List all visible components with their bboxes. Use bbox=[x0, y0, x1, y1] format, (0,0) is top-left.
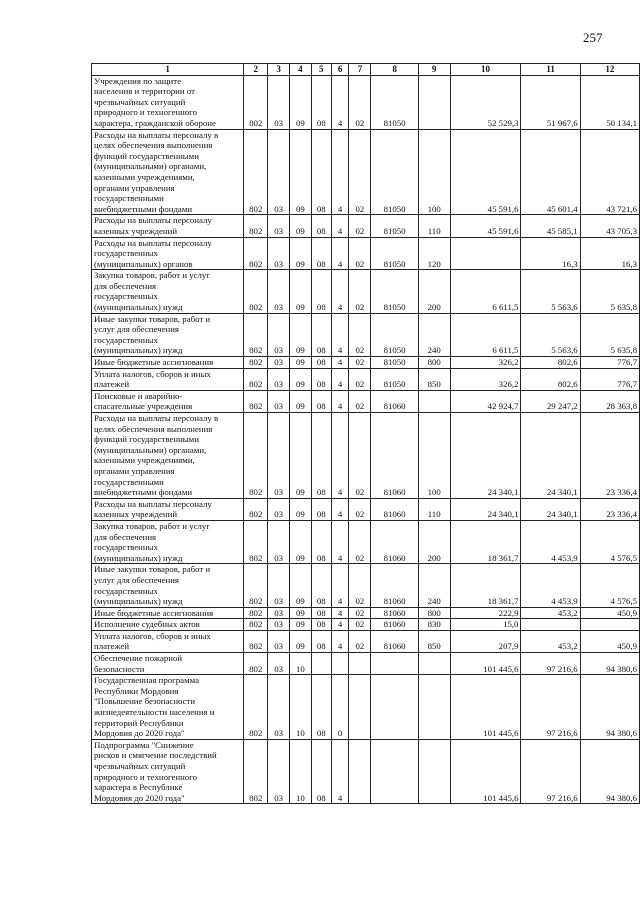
row-name-cell: Уплата налогов, сборов и иных платежей bbox=[92, 630, 244, 652]
cell-col-5: 08 bbox=[311, 129, 331, 215]
table-row bbox=[92, 498, 640, 520]
cell-col-4: 09 bbox=[290, 413, 312, 499]
cell-col-12: 94 380,6 bbox=[580, 675, 639, 740]
cell-col-7: 02 bbox=[349, 619, 371, 631]
cell-col-11: 24 340,1 bbox=[521, 413, 580, 499]
cell-col-2: 802 bbox=[244, 653, 268, 675]
column-header-11: 11 bbox=[521, 64, 580, 76]
column-header-9: 9 bbox=[418, 64, 450, 76]
cell-col-3: 03 bbox=[268, 270, 290, 313]
cell-col-6 bbox=[331, 653, 349, 675]
cell-col-8: 81060 bbox=[371, 564, 419, 607]
cell-col-8: 81050 bbox=[371, 75, 419, 129]
cell-col-7: 02 bbox=[349, 520, 371, 563]
cell-col-8: 81060 bbox=[371, 413, 419, 499]
cell-col-9: 200 bbox=[418, 520, 450, 563]
table-row bbox=[92, 413, 640, 499]
cell-col-12: 43 721,6 bbox=[580, 129, 639, 215]
cell-col-6: 4 bbox=[331, 368, 349, 390]
cell-col-2: 802 bbox=[244, 357, 268, 369]
cell-col-2: 802 bbox=[244, 368, 268, 390]
cell-col-5: 08 bbox=[311, 270, 331, 313]
cell-col-7: 02 bbox=[349, 75, 371, 129]
cell-col-4: 09 bbox=[290, 237, 312, 270]
cell-col-8: 81050 bbox=[371, 129, 419, 215]
cell-col-9: 850 bbox=[418, 630, 450, 652]
cell-col-6: 4 bbox=[331, 498, 349, 520]
cell-col-7: 02 bbox=[349, 215, 371, 237]
table-row bbox=[92, 368, 640, 390]
cell-col-4: 10 bbox=[290, 675, 312, 740]
table-row bbox=[92, 215, 640, 237]
cell-col-4: 10 bbox=[290, 739, 312, 804]
cell-col-7 bbox=[349, 739, 371, 804]
cell-col-10: 18 361,7 bbox=[450, 520, 521, 563]
cell-col-5: 08 bbox=[311, 237, 331, 270]
cell-col-11: 97 216,6 bbox=[521, 675, 580, 740]
cell-col-9: 110 bbox=[418, 215, 450, 237]
cell-col-8 bbox=[371, 653, 419, 675]
cell-col-9: 120 bbox=[418, 237, 450, 270]
page-number: 257 bbox=[583, 30, 603, 45]
cell-col-5: 08 bbox=[311, 520, 331, 563]
cell-col-11: 802,6 bbox=[521, 368, 580, 390]
cell-col-5: 08 bbox=[311, 739, 331, 804]
cell-col-9: 240 bbox=[418, 313, 450, 356]
cell-col-10: 24 340,1 bbox=[450, 413, 521, 499]
cell-col-3: 03 bbox=[268, 129, 290, 215]
row-name-cell: Уплата налогов, сборов и иных платежей bbox=[92, 368, 244, 390]
header-row bbox=[92, 64, 640, 76]
cell-col-6: 4 bbox=[331, 630, 349, 652]
cell-col-10: 101 445,6 bbox=[450, 653, 521, 675]
cell-col-11: 45 585,1 bbox=[521, 215, 580, 237]
budget-table bbox=[91, 63, 640, 804]
column-header-4: 4 bbox=[290, 64, 312, 76]
cell-col-8: 81060 bbox=[371, 619, 419, 631]
column-header-8: 8 bbox=[371, 64, 419, 76]
cell-col-8 bbox=[371, 675, 419, 740]
cell-col-3: 03 bbox=[268, 368, 290, 390]
cell-col-12: 5 635,8 bbox=[580, 270, 639, 313]
cell-col-11: 453,2 bbox=[521, 607, 580, 619]
cell-col-7: 02 bbox=[349, 129, 371, 215]
table-body bbox=[92, 75, 640, 804]
cell-col-9: 200 bbox=[418, 270, 450, 313]
row-name-cell: Расходы на выплаты персоналу казенных учреждений bbox=[92, 498, 244, 520]
cell-col-3: 03 bbox=[268, 564, 290, 607]
cell-col-5: 08 bbox=[311, 413, 331, 499]
cell-col-7 bbox=[349, 653, 371, 675]
row-name-cell: Закупка товаров, работ и услуг для обеспечения государственных (муниципальных) нужд bbox=[92, 270, 244, 313]
cell-col-4: 09 bbox=[290, 75, 312, 129]
row-name-cell: Обеспечение пожарной безопасности bbox=[92, 653, 244, 675]
cell-col-10: 45 591,6 bbox=[450, 129, 521, 215]
cell-col-12 bbox=[580, 619, 639, 631]
table-row bbox=[92, 739, 640, 804]
cell-col-2: 802 bbox=[244, 564, 268, 607]
cell-col-12: 94 380,6 bbox=[580, 653, 639, 675]
cell-col-12: 23 336,4 bbox=[580, 498, 639, 520]
cell-col-2: 802 bbox=[244, 75, 268, 129]
cell-col-2: 802 bbox=[244, 237, 268, 270]
cell-col-11: 45 601,4 bbox=[521, 129, 580, 215]
column-header-10: 10 bbox=[450, 64, 521, 76]
cell-col-5: 08 bbox=[311, 390, 331, 412]
cell-col-5: 08 bbox=[311, 619, 331, 631]
cell-col-8: 81050 bbox=[371, 357, 419, 369]
cell-col-11: 29 247,2 bbox=[521, 390, 580, 412]
row-name-cell: Учреждения по защите населения и территории от чрезвычайных ситуаций природного и техногенного характера, гражданской обороне bbox=[92, 75, 244, 129]
cell-col-10: 6 611,5 bbox=[450, 270, 521, 313]
cell-col-12: 23 336,4 bbox=[580, 413, 639, 499]
cell-col-4: 09 bbox=[290, 357, 312, 369]
cell-col-12: 776,7 bbox=[580, 357, 639, 369]
row-name-cell: Иные бюджетные ассигнования bbox=[92, 607, 244, 619]
cell-col-11: 97 216,6 bbox=[521, 739, 580, 804]
cell-col-8: 81060 bbox=[371, 498, 419, 520]
cell-col-4: 09 bbox=[290, 607, 312, 619]
cell-col-5: 08 bbox=[311, 564, 331, 607]
table-row bbox=[92, 619, 640, 631]
cell-col-6: 4 bbox=[331, 237, 349, 270]
table-row bbox=[92, 630, 640, 652]
cell-col-7: 02 bbox=[349, 357, 371, 369]
row-name-cell: Иные закупки товаров, работ и услуг для обеспечения государственных (муниципальных) нужд bbox=[92, 313, 244, 356]
cell-col-5: 08 bbox=[311, 675, 331, 740]
cell-col-2: 802 bbox=[244, 739, 268, 804]
cell-col-12: 43 705,3 bbox=[580, 215, 639, 237]
table-row bbox=[92, 564, 640, 607]
cell-col-8: 81060 bbox=[371, 607, 419, 619]
cell-col-12: 16,3 bbox=[580, 237, 639, 270]
cell-col-6: 4 bbox=[331, 520, 349, 563]
cell-col-12: 776,7 bbox=[580, 368, 639, 390]
cell-col-5: 08 bbox=[311, 498, 331, 520]
cell-col-6: 4 bbox=[331, 313, 349, 356]
row-name-cell: Расходы на выплаты персоналу в целях обеспечения выполнения функций государственными (муниципальными) органами, казенными учреждениями, органами управления государственными внебюджетными фондами bbox=[92, 413, 244, 499]
cell-col-4: 09 bbox=[290, 630, 312, 652]
cell-col-10 bbox=[450, 237, 521, 270]
cell-col-8: 81050 bbox=[371, 215, 419, 237]
cell-col-8: 81050 bbox=[371, 313, 419, 356]
cell-col-10: 101 445,6 bbox=[450, 675, 521, 740]
cell-col-3: 03 bbox=[268, 390, 290, 412]
row-name-cell: Иные бюджетные ассигнования bbox=[92, 357, 244, 369]
cell-col-4: 09 bbox=[290, 520, 312, 563]
cell-col-5: 08 bbox=[311, 215, 331, 237]
cell-col-9: 800 bbox=[418, 357, 450, 369]
cell-col-12: 450,9 bbox=[580, 630, 639, 652]
column-header-3: 3 bbox=[268, 64, 290, 76]
cell-col-5: 08 bbox=[311, 75, 331, 129]
table-row bbox=[92, 75, 640, 129]
table-row bbox=[92, 129, 640, 215]
column-header-2: 2 bbox=[244, 64, 268, 76]
cell-col-9: 100 bbox=[418, 413, 450, 499]
table-row bbox=[92, 237, 640, 270]
cell-col-3: 03 bbox=[268, 675, 290, 740]
cell-col-7: 02 bbox=[349, 237, 371, 270]
cell-col-9: 830 bbox=[418, 619, 450, 631]
cell-col-10: 15,0 bbox=[450, 619, 521, 631]
column-header-12: 12 bbox=[580, 64, 639, 76]
cell-col-12: 94 380,6 bbox=[580, 739, 639, 804]
cell-col-9 bbox=[418, 653, 450, 675]
cell-col-12: 28 363,8 bbox=[580, 390, 639, 412]
cell-col-2: 802 bbox=[244, 619, 268, 631]
cell-col-11: 4 453,9 bbox=[521, 564, 580, 607]
cell-col-4: 09 bbox=[290, 390, 312, 412]
cell-col-6: 4 bbox=[331, 215, 349, 237]
cell-col-12: 4 576,5 bbox=[580, 564, 639, 607]
cell-col-12: 4 576,5 bbox=[580, 520, 639, 563]
cell-col-3: 03 bbox=[268, 237, 290, 270]
cell-col-11: 5 563,6 bbox=[521, 313, 580, 356]
cell-col-2: 802 bbox=[244, 630, 268, 652]
cell-col-11: 5 563,6 bbox=[521, 270, 580, 313]
cell-col-4: 09 bbox=[290, 498, 312, 520]
cell-col-9: 110 bbox=[418, 498, 450, 520]
cell-col-7: 02 bbox=[349, 413, 371, 499]
cell-col-6: 4 bbox=[331, 413, 349, 499]
cell-col-12: 5 635,8 bbox=[580, 313, 639, 356]
cell-col-10: 6 611,5 bbox=[450, 313, 521, 356]
cell-col-8: 81060 bbox=[371, 520, 419, 563]
cell-col-10: 101 445,6 bbox=[450, 739, 521, 804]
row-name-cell: Расходы на выплаты персоналу казенных учреждений bbox=[92, 215, 244, 237]
cell-col-11: 453,2 bbox=[521, 630, 580, 652]
cell-col-9 bbox=[418, 75, 450, 129]
cell-col-10: 326,2 bbox=[450, 357, 521, 369]
cell-col-7: 02 bbox=[349, 368, 371, 390]
cell-col-3: 03 bbox=[268, 619, 290, 631]
cell-col-12: 450,9 bbox=[580, 607, 639, 619]
cell-col-11 bbox=[521, 619, 580, 631]
column-header-5: 5 bbox=[311, 64, 331, 76]
cell-col-6: 4 bbox=[331, 739, 349, 804]
cell-col-5: 08 bbox=[311, 630, 331, 652]
cell-col-10: 42 924,7 bbox=[450, 390, 521, 412]
cell-col-4: 09 bbox=[290, 313, 312, 356]
cell-col-2: 802 bbox=[244, 520, 268, 563]
column-header-7: 7 bbox=[349, 64, 371, 76]
cell-col-10: 18 361,7 bbox=[450, 564, 521, 607]
cell-col-6: 4 bbox=[331, 390, 349, 412]
cell-col-3: 03 bbox=[268, 75, 290, 129]
cell-col-9: 850 bbox=[418, 368, 450, 390]
cell-col-8: 81050 bbox=[371, 270, 419, 313]
cell-col-7 bbox=[349, 675, 371, 740]
cell-col-10: 24 340,1 bbox=[450, 498, 521, 520]
cell-col-8: 81050 bbox=[371, 368, 419, 390]
cell-col-9: 240 bbox=[418, 564, 450, 607]
cell-col-9 bbox=[418, 390, 450, 412]
cell-col-10: 45 591,6 bbox=[450, 215, 521, 237]
table-row bbox=[92, 653, 640, 675]
cell-col-3: 03 bbox=[268, 739, 290, 804]
cell-col-10: 207,9 bbox=[450, 630, 521, 652]
cell-col-6: 0 bbox=[331, 675, 349, 740]
cell-col-10: 222,9 bbox=[450, 607, 521, 619]
table-row bbox=[92, 270, 640, 313]
cell-col-2: 802 bbox=[244, 390, 268, 412]
cell-col-2: 802 bbox=[244, 607, 268, 619]
cell-col-2: 802 bbox=[244, 413, 268, 499]
cell-col-6: 4 bbox=[331, 357, 349, 369]
cell-col-4: 10 bbox=[290, 653, 312, 675]
cell-col-8 bbox=[371, 739, 419, 804]
cell-col-5: 08 bbox=[311, 357, 331, 369]
cell-col-3: 03 bbox=[268, 498, 290, 520]
cell-col-9: 800 bbox=[418, 607, 450, 619]
cell-col-4: 09 bbox=[290, 270, 312, 313]
cell-col-2: 802 bbox=[244, 313, 268, 356]
table-row bbox=[92, 390, 640, 412]
cell-col-11: 24 340,1 bbox=[521, 498, 580, 520]
cell-col-9: 100 bbox=[418, 129, 450, 215]
cell-col-4: 09 bbox=[290, 564, 312, 607]
cell-col-6: 4 bbox=[331, 129, 349, 215]
cell-col-2: 802 bbox=[244, 498, 268, 520]
cell-col-9 bbox=[418, 739, 450, 804]
column-header-1: 1 bbox=[92, 64, 244, 76]
table-row bbox=[92, 520, 640, 563]
table-row bbox=[92, 313, 640, 356]
cell-col-4: 09 bbox=[290, 215, 312, 237]
cell-col-3: 03 bbox=[268, 357, 290, 369]
row-name-cell: Закупка товаров, работ и услуг для обеспечения государственных (муниципальных) нужд bbox=[92, 520, 244, 563]
cell-col-7: 02 bbox=[349, 564, 371, 607]
cell-col-6: 4 bbox=[331, 270, 349, 313]
cell-col-11: 97 216,6 bbox=[521, 653, 580, 675]
cell-col-11: 802,6 bbox=[521, 357, 580, 369]
cell-col-3: 03 bbox=[268, 520, 290, 563]
cell-col-2: 802 bbox=[244, 270, 268, 313]
cell-col-6: 4 bbox=[331, 564, 349, 607]
cell-col-5: 08 bbox=[311, 313, 331, 356]
row-name-cell: Государственная программа Республики Мордовия "Повышение безопасности жизнедеятельности населения и территорий Республики Мордовия до 2020 года" bbox=[92, 675, 244, 740]
cell-col-3: 03 bbox=[268, 313, 290, 356]
column-header-6: 6 bbox=[331, 64, 349, 76]
cell-col-4: 09 bbox=[290, 129, 312, 215]
cell-col-3: 03 bbox=[268, 653, 290, 675]
cell-col-7: 02 bbox=[349, 607, 371, 619]
cell-col-6: 4 bbox=[331, 607, 349, 619]
table-row bbox=[92, 357, 640, 369]
row-name-cell: Расходы на выплаты персоналу государственных (муниципальных) органов bbox=[92, 237, 244, 270]
cell-col-9 bbox=[418, 675, 450, 740]
row-name-cell: Расходы на выплаты персоналу в целях обеспечения выполнения функций государственными (муниципальными) органами, казенными учреждениями, органами управления государственными внебюджетными фондами bbox=[92, 129, 244, 215]
cell-col-4: 09 bbox=[290, 368, 312, 390]
cell-col-3: 03 bbox=[268, 607, 290, 619]
cell-col-10: 326,2 bbox=[450, 368, 521, 390]
cell-col-11: 4 453,9 bbox=[521, 520, 580, 563]
cell-col-6: 4 bbox=[331, 619, 349, 631]
cell-col-3: 03 bbox=[268, 630, 290, 652]
cell-col-6: 4 bbox=[331, 75, 349, 129]
cell-col-3: 03 bbox=[268, 413, 290, 499]
cell-col-5 bbox=[311, 653, 331, 675]
cell-col-5: 08 bbox=[311, 368, 331, 390]
cell-col-8: 81050 bbox=[371, 237, 419, 270]
cell-col-4: 09 bbox=[290, 619, 312, 631]
cell-col-8: 81060 bbox=[371, 390, 419, 412]
table-row bbox=[92, 675, 640, 740]
row-name-cell: Исполнение судебных актов bbox=[92, 619, 244, 631]
table-row bbox=[92, 607, 640, 619]
cell-col-7: 02 bbox=[349, 390, 371, 412]
cell-col-3: 03 bbox=[268, 215, 290, 237]
cell-col-7: 02 bbox=[349, 498, 371, 520]
cell-col-2: 802 bbox=[244, 129, 268, 215]
cell-col-11: 51 967,6 bbox=[521, 75, 580, 129]
row-name-cell: Иные закупки товаров, работ и услуг для обеспечения государственных (муниципальных) нужд bbox=[92, 564, 244, 607]
cell-col-8: 81060 bbox=[371, 630, 419, 652]
cell-col-11: 16,3 bbox=[521, 237, 580, 270]
cell-col-2: 802 bbox=[244, 215, 268, 237]
cell-col-12: 50 134,1 bbox=[580, 75, 639, 129]
cell-col-2: 802 bbox=[244, 675, 268, 740]
row-name-cell: Подпрограмма "Снижение рисков и смягчение последствий чрезвычайных ситуаций природного и техногенного характера в Республике Мордовия до 2020 года" bbox=[92, 739, 244, 804]
cell-col-5: 08 bbox=[311, 607, 331, 619]
row-name-cell: Поисковые и аварийно- спасательные учреждения bbox=[92, 390, 244, 412]
cell-col-10: 52 529,3 bbox=[450, 75, 521, 129]
cell-col-7: 02 bbox=[349, 270, 371, 313]
cell-col-7: 02 bbox=[349, 313, 371, 356]
cell-col-7: 02 bbox=[349, 630, 371, 652]
